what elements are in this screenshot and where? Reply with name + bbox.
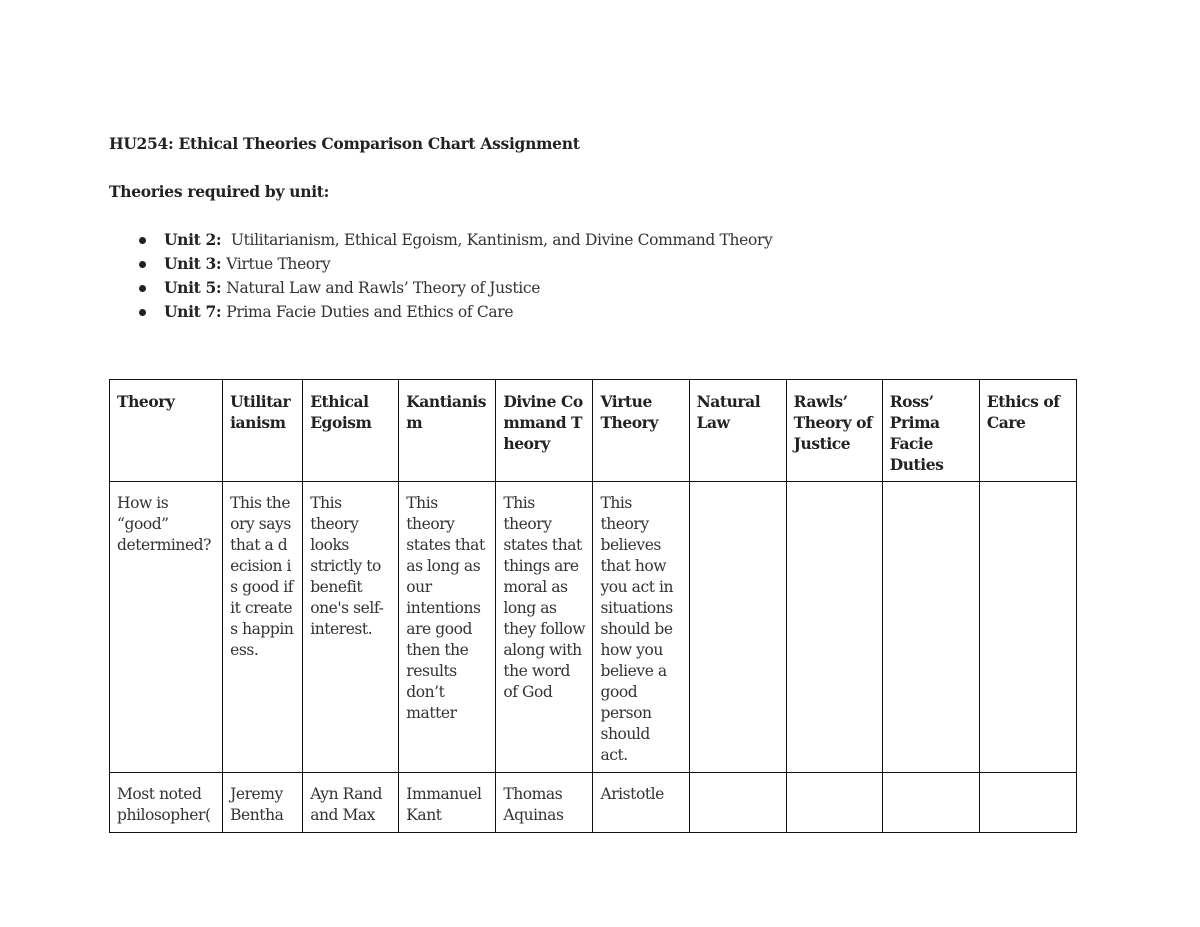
section-heading: Theories required by unit: xyxy=(109,182,330,201)
table-cell: This theory believes that how you act in situations should be how you believe a good person should act. xyxy=(593,482,689,773)
header-cell-ethical-egoism: Ethical Egoism xyxy=(303,380,399,482)
table-row xyxy=(110,773,1077,833)
header-cell-utilitarianism: Utilitarianism xyxy=(223,380,303,482)
table-cell: Immanuel Kant xyxy=(399,773,496,833)
table-cell: Aristotle xyxy=(593,773,689,833)
unit-name: Unit 7: xyxy=(164,302,222,321)
unit-list xyxy=(109,228,772,324)
comparison-table xyxy=(109,379,1077,833)
bullet-icon xyxy=(139,285,146,292)
table-cell: This theory states that as long as our intentions are good then the results don’t matter xyxy=(399,482,496,773)
unit-description: Prima Facie Duties and Ethics of Care xyxy=(226,303,514,321)
table-cell xyxy=(979,482,1076,773)
table-cell: This theory looks strictly to benefit one's self-interest. xyxy=(303,482,399,773)
table-header-row xyxy=(110,380,1077,482)
header-cell-theory: Theory xyxy=(110,380,223,482)
table-row xyxy=(110,482,1077,773)
table-cell: How is “good” determined? xyxy=(110,482,223,773)
header-cell-ethics-of-care: Ethics of Care xyxy=(979,380,1076,482)
header-cell-kantianism: Kantianism xyxy=(399,380,496,482)
table-cell xyxy=(689,773,786,833)
header-cell-virtue-theory: Virtue Theory xyxy=(593,380,689,482)
table-cell xyxy=(786,773,882,833)
unit-name: Unit 2: xyxy=(164,230,222,249)
table-cell: Jeremy Bentha xyxy=(223,773,303,833)
table-cell xyxy=(689,482,786,773)
table-cell: This theory says that a decision is good if it creates happiness. xyxy=(223,482,303,773)
bullet-icon xyxy=(139,237,146,244)
table-cell xyxy=(882,773,979,833)
table-cell xyxy=(882,482,979,773)
bullet-icon xyxy=(139,261,146,268)
unit-description: Virtue Theory xyxy=(226,255,331,273)
table-cell: Most noted philosopher( xyxy=(110,773,223,833)
unit-name: Unit 5: xyxy=(164,278,222,297)
bullet-icon xyxy=(139,309,146,316)
table-cell xyxy=(786,482,882,773)
header-cell-natural-law: Natural Law xyxy=(689,380,786,482)
unit-name: Unit 3: xyxy=(164,254,222,273)
header-cell-ross: Ross’ Prima Facie Duties xyxy=(882,380,979,482)
list-item xyxy=(109,228,772,252)
header-cell-rawls: Rawls’ Theory of Justice xyxy=(786,380,882,482)
header-cell-divine-command: Divine Command Theory xyxy=(496,380,593,482)
list-item xyxy=(109,252,772,276)
table-cell: Thomas Aquinas xyxy=(496,773,593,833)
unit-description: Natural Law and Rawls’ Theory of Justice xyxy=(226,279,541,297)
unit-description: Utilitarianism, Ethical Egoism, Kantinism, and Divine Command Theory xyxy=(226,231,773,249)
table-cell xyxy=(979,773,1076,833)
table-cell: Ayn Rand and Max xyxy=(303,773,399,833)
list-item xyxy=(109,300,772,324)
document-title: HU254: Ethical Theories Comparison Chart Assignment xyxy=(109,134,580,153)
list-item xyxy=(109,276,772,300)
table-cell: This theory states that things are moral as long as they follow along with the word of God xyxy=(496,482,593,773)
